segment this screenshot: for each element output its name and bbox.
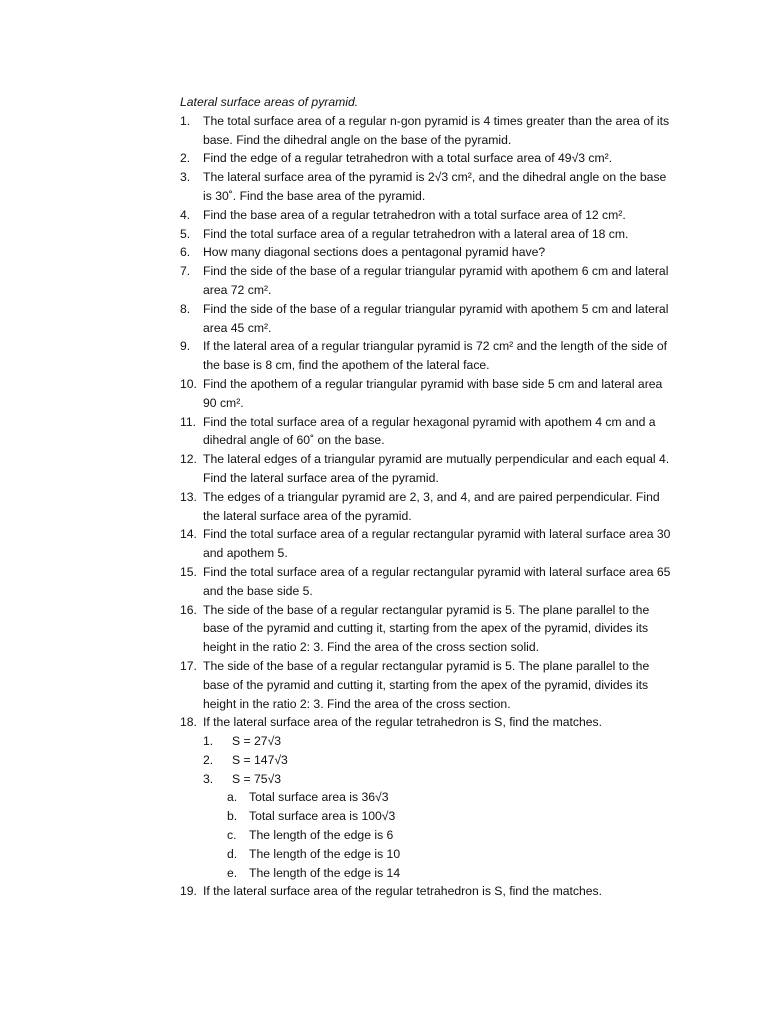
list-item: [180, 413, 678, 451]
item-text: The side of the base of a regular rectangular pyramid is 5. The plane parallel to the base of the pyramid and cutting it, starting from the apex of the pyramid, divides its height in the ratio 2: 3. Find the area of the cross section solid.: [203, 602, 650, 655]
item-text: Find the total surface area of a regular rectangular pyramid with lateral surface area 30 and apothem 5.: [203, 527, 671, 561]
item-text: If the lateral surface area of the regular tetrahedron is S, find the matches.: [203, 715, 603, 730]
item-number: 14.: [180, 527, 197, 542]
option-letter: a.: [227, 790, 238, 805]
document-body: [180, 93, 678, 901]
option-text: The length of the edge is 14: [249, 865, 401, 880]
sub-item-number: 2.: [203, 752, 214, 767]
list-item: [180, 300, 678, 338]
option-text: Total surface area is 100√3: [249, 809, 396, 824]
sub-item-number: 1.: [203, 734, 214, 749]
option-item: [180, 807, 678, 826]
item-text: How many diagonal sections does a pentagonal pyramid have?: [203, 245, 546, 260]
option-text: The length of the edge is 6: [249, 828, 394, 843]
item-number: 10.: [180, 376, 197, 391]
list-item: [180, 657, 678, 713]
option-letter: e.: [227, 865, 238, 880]
item-number: 16.: [180, 602, 197, 617]
item-text: Find the total surface area of a regular hexagonal pyramid with apothem 4 cm and a dihedral angle of 60˚ on the base.: [203, 414, 656, 448]
list-item: [180, 525, 678, 563]
list-item: [180, 149, 678, 168]
sub-item-text: S = 75√3: [232, 771, 282, 786]
item-text: The edges of a triangular pyramid are 2, 3, and 4, and are paired perpendicular. Find the lateral surface area of the pyramid.: [203, 489, 660, 523]
list-item: [180, 243, 678, 262]
list-item: [180, 601, 678, 657]
option-item: [180, 788, 678, 807]
item-text: Find the side of the base of a regular triangular pyramid with apothem 6 cm and lateral area 72 cm².: [203, 264, 669, 297]
item-number: 6.: [180, 245, 191, 260]
item-text: The side of the base of a regular rectangular pyramid is 5. The plane parallel to the base of the pyramid and cutting it, starting from the apex of the pyramid, divides its height in the ratio 2: 3. Find the area of the cross section.: [203, 658, 650, 711]
item-number: 19.: [180, 884, 197, 899]
sub-list-item: [180, 732, 678, 751]
list-item: [180, 337, 678, 375]
option-text: Total surface area is 36√3: [249, 790, 389, 805]
item-text: The total surface area of a regular n-gon pyramid is 4 times greater than the area of its base. Find the dihedral angle on the base of the pyramid.: [203, 113, 670, 147]
document-title: Lateral surface areas of pyramid.: [180, 95, 359, 109]
item-number: 18.: [180, 715, 197, 730]
item-text: The lateral surface area of the pyramid is 2√3 cm², and the dihedral angle on the base is 30˚. Find the base area of the pyramid.: [203, 170, 667, 203]
option-item: [180, 845, 678, 864]
item-number: 3.: [180, 170, 191, 185]
item-text: Find the total surface area of a regular rectangular pyramid with lateral surface area 65 and the base side 5.: [203, 564, 671, 598]
item-number: 15.: [180, 564, 197, 579]
item-text: Find the edge of a regular tetrahedron with a total surface area of 49√3 cm².: [203, 151, 613, 166]
item-number: 5.: [180, 226, 191, 241]
option-item: [180, 864, 678, 883]
list-item: [180, 206, 678, 225]
list-item: [180, 112, 678, 150]
item-number: 4.: [180, 207, 191, 222]
list-item: [180, 450, 678, 488]
item-text: Find the base area of a regular tetrahedron with a total surface area of 12 cm².: [203, 207, 626, 222]
sub-item-text: S = 147√3: [232, 752, 288, 767]
item-number: 13.: [180, 489, 197, 504]
option-letter: d.: [227, 846, 238, 861]
item-text: Find the side of the base of a regular triangular pyramid with apothem 5 cm and lateral area 45 cm².: [203, 301, 669, 335]
item-number: 11.: [180, 414, 197, 429]
list-item: [180, 882, 678, 901]
option-text: The length of the edge is 10: [249, 846, 401, 861]
sub-item-text: S = 27√3: [232, 734, 282, 749]
item-number: 12.: [180, 452, 197, 467]
item-text: Find the apothem of a regular triangular pyramid with base side 5 cm and lateral area 90 cm².: [203, 376, 663, 410]
item-text: Find the total surface area of a regular tetrahedron with a lateral area of 18 cm.: [203, 226, 629, 241]
option-item: [180, 826, 678, 845]
sub-item-number: 3.: [203, 771, 214, 786]
item-text: The lateral edges of a triangular pyramid are mutually perpendicular and each equal 4. Find the lateral surface area of the pyramid.: [203, 452, 670, 485]
list-item: [180, 713, 678, 732]
item-number: 2.: [180, 151, 191, 166]
item-text: If the lateral surface area of the regular tetrahedron is S, find the matches.: [203, 884, 603, 899]
list-item: [180, 563, 678, 601]
item-number: 8.: [180, 301, 191, 316]
item-number: 7.: [180, 264, 191, 279]
option-letter: c.: [227, 828, 237, 843]
list-item: [180, 375, 678, 413]
option-letter: b.: [227, 809, 238, 824]
list-item: [180, 168, 678, 206]
list-item: [180, 225, 678, 244]
item-number: 17.: [180, 658, 197, 673]
sub-list-item: [180, 770, 678, 789]
sub-list-item: [180, 751, 678, 770]
list-item: [180, 488, 678, 526]
item-number: 9.: [180, 339, 191, 354]
list-item: [180, 262, 678, 300]
item-number: 1.: [180, 113, 191, 128]
item-text: If the lateral area of a regular triangular pyramid is 72 cm² and the length of the side of the base is 8 cm, find the apothem of the lateral face.: [203, 339, 668, 373]
